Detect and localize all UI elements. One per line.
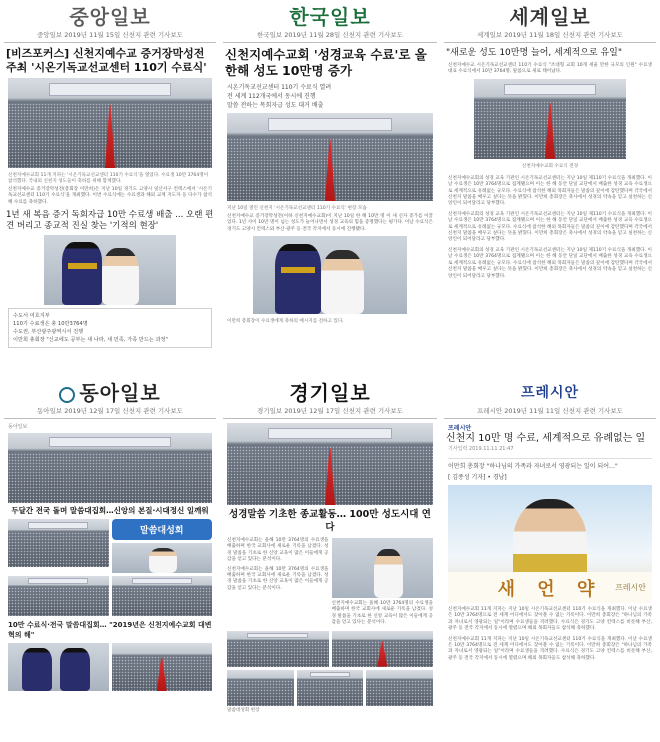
sub-line: 말씀 전하는 목회자급 성도 대거 배출: [227, 102, 324, 109]
article-donga: [4, 380, 216, 738]
dateline: 프레시안 2019년 11월 11일 신천지 관련 기사보도: [444, 406, 656, 419]
event-photo: [8, 519, 109, 567]
event-photo: [297, 670, 364, 706]
sub-line: 전 세계 112개국에서 동시에 진행: [227, 93, 316, 100]
event-photo: [227, 631, 329, 667]
crowd-photo: [227, 113, 433, 201]
article-body: 신천지예수교 증거장막성전(이하 신천지예수교회)이 지난 10일 한 해 10만 명 이 새 신자 증가를 이끌었다. 1년 사이 10만 명이 넘는 성도가 늘어나면서 성경 교육의 힘을 증명했다는 평가다. 이날 수료식은 경기도 고양시 킨텍스와 부산·광주 등 전국 각지에서 동시에 진행됐다.: [227, 214, 433, 232]
headline: "새로운 성도 10만명 늘어, 세계적으로 유일": [446, 48, 623, 58]
event-box: 말씀대성회: [112, 519, 213, 540]
article-joongang: [4, 4, 216, 374]
dateline: 세계일보 2019년 11월 18일 신천지 관련 기사보도: [444, 30, 656, 43]
article-body: 신천지예수교회의 성경 교육 기관인 시온기독교선교센터는 지난 10일 제110기 수료식을 개최했다. 이날 수료생은 10만 3764명으로 집계됐으며 이는 한 해 동안 단일 교단에서 배출한 성경 교육 수료생으로 세계적으로 유례없는 규모다. 수료식에 참석한 해외 목회자들은 말씀의 깊이에 감탄했다며 각국에서 신천지 말씀을 배우고 싶다는 뜻을 밝혔다. 이만희 총회장은 축사에서 성경의 약속을 믿고 실천하는 신앙인이 되어달라고 당부했다.: [448, 175, 652, 207]
sub-line: 시온기독교선교센터 110기 수료식 열려: [227, 84, 332, 91]
watermark: 프레시안: [615, 583, 646, 592]
dateline: 동아일보 2019년 12월 17일 신천지 관련 기사보도: [4, 406, 216, 419]
article-body: 신천지예수교회 11개 지파는 지난 10일 시온기독교선교센터 110기 수료식을 개최했다. 이날 수료생은 10만 3764명으로 전 세계 어디에서도 찾아볼 수 없는 기록이다. 이만희 총회장은 "하나님의 가족과 자녀로서 영광되는 일"이라며 수료생들을 격려했다. 수료식은 경기도 고양 킨텍스를 비롯해 부산, 광주 등 전국 각지에서 동시에 열렸으며 해외 목회자들도 참석해 축하했다.: [448, 636, 652, 661]
photo-caption: 말씀대성회 현장: [227, 707, 260, 713]
masthead-joongang: 중앙일보: [69, 5, 151, 29]
headline: [비즈포커스] 신천지예수교 증거장막성전 주최 '시온기독교선교센터 110기 수료식': [6, 47, 207, 74]
event-photo: [332, 631, 434, 667]
crowd-photo: [227, 423, 433, 505]
photo-caption: 이만희 총회장이 수료생에게 축하의 메시지를 전하고 있다.: [227, 319, 344, 325]
banner-text: 새 언 약: [448, 572, 652, 603]
photo-caption: 신천지예수교회 수료식 전경: [521, 163, 579, 169]
article-body: 신천지예수교회는 올해 10만 3764명의 수료생을 배출하며 한국 교회사에 새로운 기록을 남겼다. 성경 말씀을 기초로 한 신앙 교육이 많은 이들에게 공감을 얻고 있다는 분석이다.: [331, 601, 433, 626]
graduates-photo: [8, 643, 109, 691]
fact-box: [8, 308, 212, 348]
crowd-photo: [112, 643, 213, 691]
speaker-photo: [448, 485, 652, 603]
article-body: 신천지예수교회의 성경 교육 기관인 시온기독교선교센터는 지난 10일 제110기 수료식을 개최했다. 이날 수료생은 10만 3764명으로 집계됐으며 이는 한 해 동안 단일 교단에서 배출한 성경 교육 수료생으로 세계적으로 유례없는 규모다. 수료식에 참석한 해외 목회자들은 말씀의 깊이에 감탄했다며 각국에서 신천지 말씀을 배우고 싶다는 뜻을 밝혔다. 이만희 총회장은 축사에서 성경의 약속을 믿고 실천하는 신앙인이 되어달라고 당부했다.: [448, 247, 652, 279]
bottom-headline: 10만 수료식·전국 말씀대집회… "2019년은 신천지예수교회 대변혁의 해": [8, 621, 212, 639]
fact-line: 수도서 여호지부: [13, 313, 50, 320]
donga-logo-icon: [59, 387, 75, 403]
headline: 신천지 10만 명 수료, 세계적으로 유례없는 일: [446, 433, 646, 444]
article-body: 신천지예수교회 11개 지파는 지난 10일 시온기독교선교센터 110기 수료식을 개최했다. 이날 수료생은 10만 3764명으로 전 세계 어디에서도 찾아볼 수 없는 기록이다. 이만희 총회장은 "하나님의 가족과 자녀로서 영광되는 일"이라며 수료생들을 격려했다. 수료식은 경기도 고양 킨텍스를 비롯해 부산, 광주 등 전국 각지에서 동시에 열렸으며 해외 목회자들도 참석해 축하했다.: [448, 607, 652, 632]
masthead-segye: 세계일보: [509, 5, 591, 29]
fact-line: 수도권, 부산광주광역시서 진행: [13, 329, 84, 336]
graduation-photo: [44, 235, 176, 305]
article-meta: 기사입력 2019.11.11 21:47: [448, 446, 514, 452]
article-kyeonggi: [223, 380, 437, 738]
article-hankook: [223, 4, 437, 374]
event-photo: [112, 576, 213, 616]
reporter: [ 김종성 기자] • 경남]: [448, 474, 507, 481]
photo-caption: 지난 10일 열린 신천지 '시온기독교선교센터 110기 수료식' 현장 모습: [227, 206, 367, 211]
event-photo: [366, 670, 433, 706]
speaker-photo: [332, 538, 434, 598]
masthead-donga: 동아일보: [4, 380, 216, 406]
masthead-pressian: 프레시안: [520, 385, 580, 401]
fact-line: 이만희 총회장 "신교에도 공부는 새 나라, 새 민족, 가족 만드는 과정": [13, 337, 168, 344]
article-pressian: [444, 380, 656, 738]
kicker: 프레시안: [448, 425, 472, 432]
masthead-hankook: 한국일보: [289, 5, 371, 29]
subheadline: 1년 새 복음 증거 독회자급 10만 수료생 배출 ... 오랜 편견 버리고 종교적 진실 찾는 '기적의 현장': [6, 210, 214, 232]
crowd-photo: [474, 79, 626, 159]
article-body: 신천지예수교회는 올해 10만 3764명의 수료생을 배출하며 한국 교회사에 새로운 기록을 남겼다. 성경 말씀을 기초로 한 신앙 교육이 많은 이들에게 공감을 얻고 있다는 분석이다.: [227, 566, 329, 591]
graduation-photo: [253, 236, 407, 314]
dateline: 중앙일보 2019년 11월 15일 신천지 관련 기사보도: [4, 30, 216, 43]
crowd-photo: [8, 433, 212, 503]
article-segye: [444, 4, 656, 374]
event-photo: [227, 670, 294, 706]
masthead-kyeonggi: 경기일보: [289, 381, 371, 405]
event-photo: [8, 576, 109, 616]
photo-caption: 신천지예수교회 11개 지파는 '시온기독교선교센터 110기 수료식'을 열었다. 수료생 10만 3764명이 참석했다. 국내외 신천지 성도들이 축하를 위해 함께했다.: [8, 173, 209, 184]
speaker-photo: [112, 543, 213, 573]
crowd-photo: [8, 78, 212, 168]
article-body: 신천지예수교 증거장막성전(총회장 이만희)은 지난 10일 경기도 고양시 일산서구 킨텍스에서 '시온기독교선교센터 110기 수료식'을 개최했다. 이번 수료식에는 수료생과 해외 교계 지도자 등 다수가 참석해 수료를 축하했다.: [8, 187, 212, 205]
article-body: 신천지예수교회의 성경 교육 기관인 시온기독교선교센터는 지난 10일 제110기 수료식을 개최했다. 이날 수료생은 10만 3764명으로 집계됐으며 이는 한 해 동안 단일 교단에서 배출한 성경 교육 수료생으로 세계적으로 유례없는 규모다. 수료식에 참석한 해외 목회자들은 말씀의 깊이에 감탄했다며 각국에서 신천지 말씀을 배우고 싶다는 뜻을 밝혔다. 이만희 총회장은 축사에서 성경의 약속을 믿고 실천하는 신앙인이 되어달라고 당부했다.: [448, 211, 652, 243]
fact-line: 110기 수료생은 총 10만3764명: [13, 321, 88, 328]
headline: 신천지예수교회 '성경교육 수료'로 올 한해 성도 10만명 증가: [225, 47, 427, 78]
article-body: 신천지예수교회는 올해 10만 3764명의 수료생을 배출하며 한국 교회사에 새로운 기록을 남겼다. 성경 말씀을 기초로 한 신앙 교육이 많은 이들에게 공감을 얻고 있다는 분석이다.: [227, 538, 329, 563]
lead: 신천지예수교 시온기독교선교센터 110기 수료식 "조대형 교회 10개 세울 만한 규모의 인원" 수료생 대표 수료식에서 10만 3764명, 말씀으로 새로 태어났다.: [448, 63, 652, 75]
dateline: 경기일보 2019년 12월 17일 신천지 관련 기사보도: [223, 406, 437, 419]
divider: [448, 458, 652, 459]
page-label: 동아일보: [8, 424, 28, 430]
lead: 이만희 총회장 "하나님의 가족과 자녀로서 영광되는 일이 되어…": [448, 463, 618, 470]
headline: 두달간 전국 돌며 말씀대집회…신앙의 본질·시대정신 일깨워: [11, 506, 209, 515]
dateline: 한국일보 2019년 11월 28일 신천지 관련 기사보도: [223, 30, 437, 43]
headline: 성경말씀 기초한 종교활동… 100만 성도시대 연다: [229, 509, 431, 533]
